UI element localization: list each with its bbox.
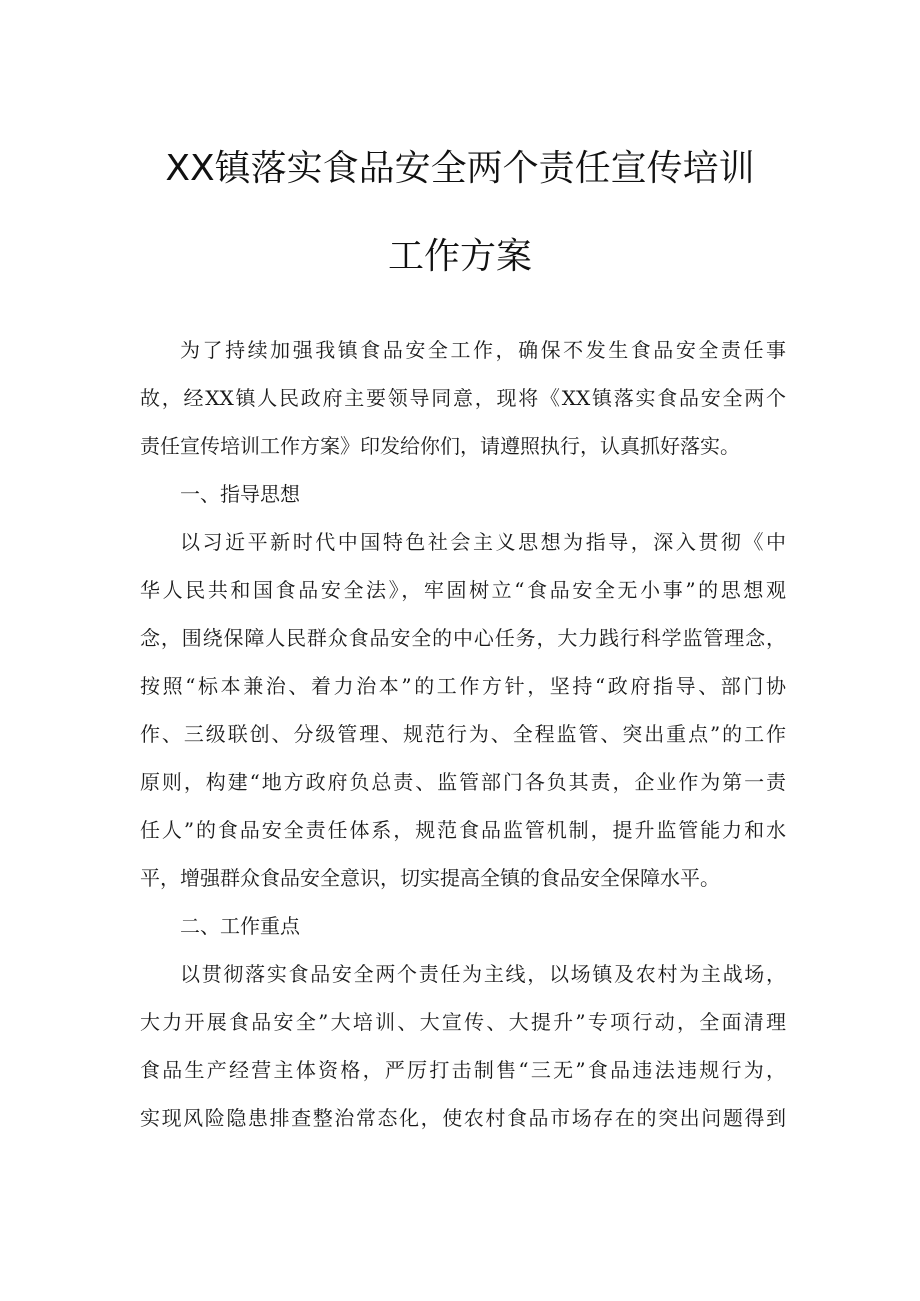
section1-line: 作、三级联创、分级管理、规范行为、全程监管、突出重点”的工作 bbox=[140, 722, 786, 746]
document-title-line2: 工作方案 bbox=[387, 236, 532, 277]
section2-line: 食品生产经营主体资格，严厉打击制售“三无”食品违法违规行为， bbox=[140, 1058, 786, 1082]
section-heading-work-focus: 二、工作重点 bbox=[180, 914, 300, 938]
intro-line: 故，经XX镇人民政府主要领导同意，现将《XX镇落实食品安全两个 bbox=[140, 386, 786, 410]
section2-line: 以贯彻落实食品安全两个责任为主线，以场镇及农村为主战场， bbox=[180, 962, 786, 986]
section1-line: 原则，构建“地方政府负总责、监管部门各负其责，企业作为第一责 bbox=[140, 770, 786, 794]
section1-line: 任人”的食品安全责任体系，规范食品监管机制，提升监管能力和水 bbox=[140, 818, 786, 842]
section2-line: 大力开展食品安全”大培训、大宣传、大提升”专项行动，全面清理 bbox=[140, 1010, 786, 1034]
section2-line: 实现风险隐患排查整治常态化，使农村食品市场存在的突出问题得到 bbox=[140, 1106, 786, 1130]
section1-line: 华人民共和国食品安全法》，牢固树立“食品安全无小事”的思想观 bbox=[140, 578, 786, 602]
section1-line: 以习近平新时代中国特色社会主义思想为指导，深入贯彻《中 bbox=[180, 530, 786, 554]
intro-line: 责任宣传培训工作方案》印发给你们，请遵照执行，认真抓好落实。 bbox=[140, 434, 740, 458]
document-title-line1: XX镇落实食品安全两个责任宣传培训 bbox=[165, 148, 755, 189]
intro-line: 为了持续加强我镇食品安全工作，确保不发生食品安全责任事 bbox=[180, 338, 786, 362]
section1-line: 按照“标本兼治、着力治本”的工作方针，坚持“政府指导、部门协 bbox=[140, 674, 786, 698]
document-body bbox=[140, 326, 786, 1142]
section1-line: 平，增强群众食品安全意识，切实提高全镇的食品安全保障水平。 bbox=[140, 866, 720, 890]
section-heading-guiding-ideology: 一、指导思想 bbox=[180, 482, 300, 506]
section1-line: 念，围绕保障人民群众食品安全的中心任务，大力践行科学监管理念， bbox=[140, 626, 786, 650]
